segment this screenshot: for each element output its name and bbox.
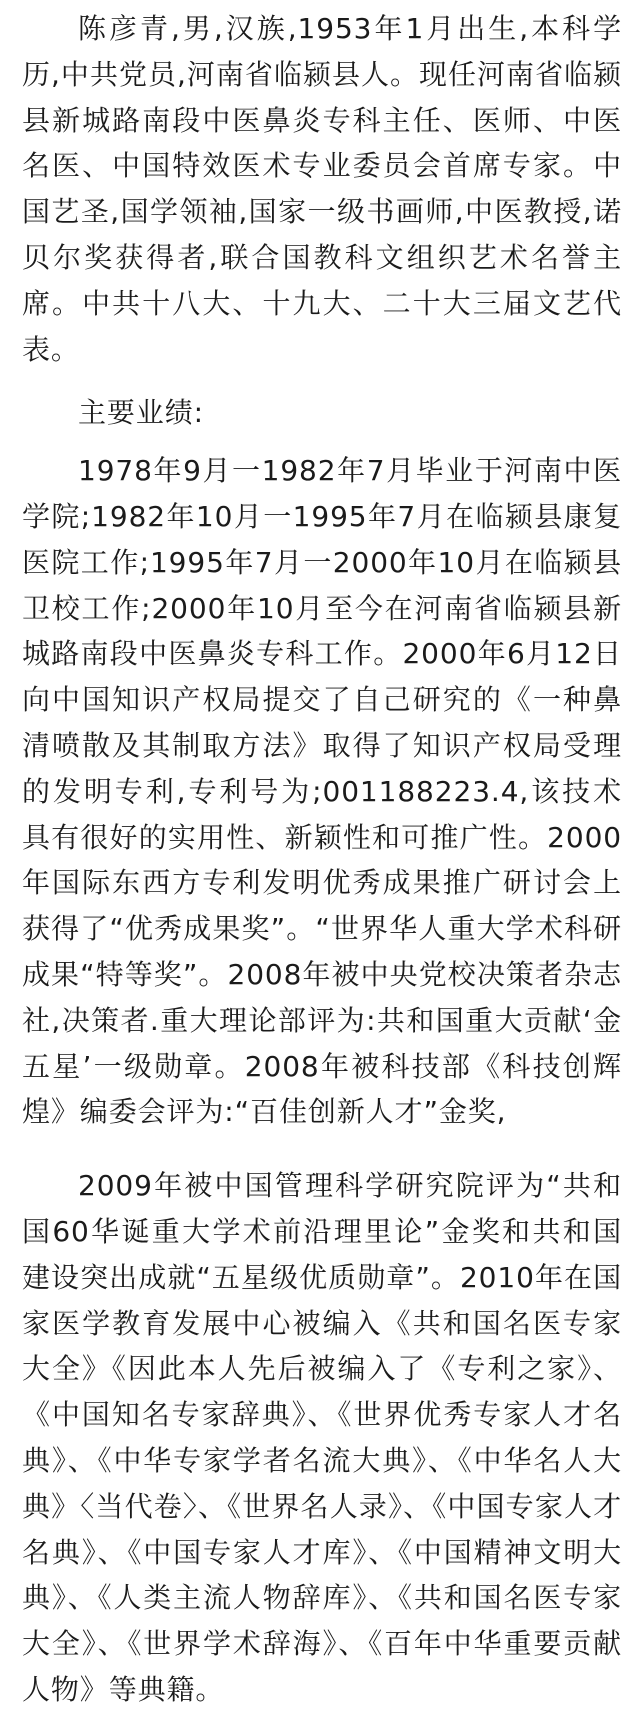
section-heading-achievements: 主要业绩: xyxy=(78,396,204,430)
intro-paragraph: 陈彦青,男,汉族,1953年1月出生,本科学历,中共党员,河南省临颍县人。现任河南省临颍县新城路南段中医鼻炎专科主任、医师、中医名医、中国特效医术专业委员会首席专家。中国艺圣,国学领袖,国家一级书画师,中医教授,诺贝尔奖获得者,联合国教科文组织艺术名誉主席。中共十八大、十九大、二十大三届文艺代表。 xyxy=(22,12,622,366)
achievements-paragraph: 1978年9月一1982年7月毕业于河南中医学院;1982年10月一1995年7月在临颍县康复医院工作;1995年7月一2000年10月在临颍县卫校工作;2000年10月至今在河南省临颍县新城路南段中医鼻炎专科工作。2000年6月12日向中国知识产权局提交了自己研究的《一种鼻清喷散及其制取方法》取得了知识产权局受理的发明专利,专利号为;001188223.4,该技术具有很好的实用性、新颖性和可推广性。2000年国际东西方专利发明优秀成果推广研讨会上获得了“优秀成果奖”。“世界华人重大学术科研成果“特等奖”。2008年被中央党校决策者杂志社,决策者.重大理论部评为:共和国重大贡献‘金五星’一级勋章。2008年被科技部《科技创辉煌》编委会评为:“百佳创新人才”金奖, xyxy=(22,454,622,1129)
publications-paragraph: 2009年被中国管理科学研究院评为“共和国60华诞重大学术前沿理里论”金奖和共和国建设突出成就“五星级优质勋章”。2010年在国家医学教育发展中心被编入《共和国名医专家大全》《因此本人先后被编入了《专利之家》、《中国知名专家辞典》、《世界优秀专家人才名典》、《中华专家学者名流大典》、《中华名人大典》〈当代卷〉、《世界名人录》、《中国专家人才名典》、《中国专家人才库》、《中国精神文明大典》、《人类主流人物辞库》、《共和国名医专家大全》、《世界学术辞海》、《百年中华重要贡献人物》等典籍。 xyxy=(22,1169,622,1706)
article-body xyxy=(22,6,622,1713)
